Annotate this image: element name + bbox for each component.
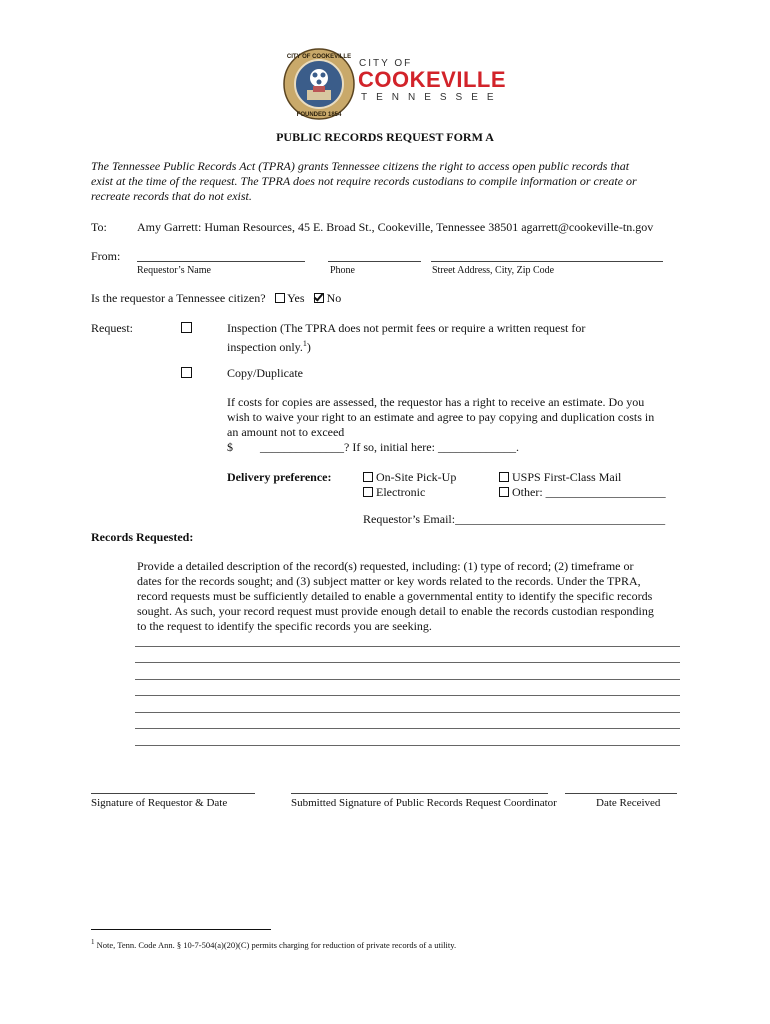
- intro-paragraph: [91, 159, 711, 204]
- requestor-name-caption: Requestor’s Name: [137, 265, 211, 276]
- requestor-name-field[interactable]: [137, 261, 305, 262]
- delivery-option-electronic[interactable]: [363, 485, 425, 500]
- description-line: record requests must be sufficiently detailed to enable a governmental entity to identify the specific records: [137, 589, 653, 603]
- estimate-paragraph: [227, 395, 697, 455]
- estimate-line: wish to waive your right to an estimate and agree to pay copying and duplication costs in: [227, 410, 655, 424]
- description-line: dates for the records sought; and (3) subject matter or key words related to the records. Under the TPRA,: [137, 574, 641, 588]
- period: .: [515, 440, 519, 454]
- records-input-line[interactable]: [135, 728, 680, 729]
- from-label: From:: [91, 249, 121, 263]
- coordinator-signature-caption: Submitted Signature of Public Records Request Coordinator: [291, 797, 557, 809]
- footnote-number: 1: [91, 938, 95, 946]
- other-checkbox[interactable]: [499, 487, 509, 497]
- usps-checkbox[interactable]: [499, 472, 509, 482]
- logo-state: TENNESSEE: [361, 92, 503, 103]
- requestor-signature-field[interactable]: [91, 793, 255, 794]
- to-label: To:: [91, 220, 107, 234]
- intro-line: The Tennessee Public Records Act (TPRA) grants Tennessee citizens the right to access open public records that: [91, 159, 630, 173]
- citizen-row: [91, 291, 341, 306]
- records-input-line[interactable]: [135, 662, 680, 663]
- date-received-field[interactable]: [565, 793, 677, 794]
- records-input-line[interactable]: [135, 695, 680, 696]
- inspection-checkbox[interactable]: [181, 322, 192, 333]
- records-input-line[interactable]: [135, 745, 680, 746]
- intro-line: recreate records that do not exist.: [91, 189, 252, 203]
- estimate-line: If costs for copies are assessed, the requestor has a right to receive an estimate. Do you: [227, 395, 645, 409]
- phone-field[interactable]: [328, 261, 421, 262]
- requestor-signature-caption: Signature of Requestor & Date: [91, 797, 228, 809]
- pickup-checkbox[interactable]: [363, 472, 373, 482]
- svg-text:FOUNDED 1854: FOUNDED 1854: [296, 112, 342, 118]
- records-input-line[interactable]: [135, 646, 680, 647]
- copy-label: Copy/Duplicate: [227, 366, 303, 380]
- form-title: PUBLIC RECORDS REQUEST FORM A: [276, 130, 494, 144]
- footnote: [91, 937, 456, 951]
- dollar-sign: $: [227, 440, 233, 454]
- delivery-option-usps[interactable]: [499, 470, 621, 485]
- records-input-line[interactable]: [135, 679, 680, 680]
- usps-label: USPS First-Class Mail: [512, 470, 622, 484]
- description-line: sought. As such, your record request must provide enough detail to enable the records custodian responding: [137, 604, 654, 618]
- inspection-line-end: inspection only.: [227, 340, 303, 354]
- to-value: Amy Garrett: Human Resources, 45 E. Broad St., Cookeville, Tennessee 38501 agarrett@cookeville-tn.gov: [137, 220, 654, 234]
- estimate-amount-row: [227, 440, 697, 455]
- city-seal-icon: [283, 48, 355, 120]
- records-heading: Records Requested:: [91, 530, 194, 544]
- description-line: Provide a detailed description of the record(s) requested, including: (1) type of record; (2) timeframe or: [137, 559, 634, 573]
- footnote-text: Note, Tenn. Code Ann. § 10-7-504(a)(20)(C) permits charging for reduction of private records of a utility.: [96, 939, 457, 950]
- inspection-line: Inspection (The TPRA does not permit fees or require a written request for: [227, 321, 586, 335]
- email-row: [363, 512, 665, 527]
- citizen-question: Is the requestor a Tennessee citizen?: [91, 291, 266, 305]
- initial-text: ? If so, initial here:: [344, 440, 435, 454]
- footnote-separator: [91, 929, 271, 930]
- delivery-option-pickup[interactable]: [363, 470, 456, 485]
- phone-caption: Phone: [330, 265, 355, 276]
- address-caption: Street Address, City, Zip Code: [432, 265, 555, 276]
- intro-line: exist at the time of the request. The TPRA does not require records custodians to compile information or create or: [91, 174, 637, 188]
- delivery-option-other[interactable]: [499, 485, 666, 500]
- records-input-line[interactable]: [135, 712, 680, 713]
- svg-text:CITY OF COOKEVILLE: CITY OF COOKEVILLE: [286, 54, 352, 60]
- initial-field[interactable]: _____________: [437, 440, 516, 454]
- logo-city-name: COOKEVILLE: [358, 67, 507, 92]
- citizen-yes-label: Yes: [287, 291, 305, 305]
- estimate-line: an amount not to exceed: [227, 425, 345, 439]
- logo-city-of: CITY OF: [359, 58, 413, 69]
- coordinator-signature-field[interactable]: [291, 793, 548, 794]
- electronic-label: Electronic: [376, 485, 426, 499]
- request-label: Request:: [91, 321, 133, 335]
- pickup-label: On-Site Pick-Up: [376, 470, 457, 484]
- citizen-no-checkbox[interactable]: [314, 293, 324, 303]
- delivery-label: Delivery preference:: [227, 470, 332, 484]
- email-field[interactable]: ___________________________________: [455, 512, 666, 526]
- other-field[interactable]: ____________________: [545, 485, 666, 499]
- footnote-ref: 1: [302, 339, 307, 348]
- inspection-close: ): [306, 340, 311, 354]
- date-received-caption: Date Received: [596, 797, 661, 809]
- records-description: [137, 559, 697, 634]
- inspection-line: [227, 336, 687, 355]
- electronic-checkbox[interactable]: [363, 487, 373, 497]
- inspection-text: [227, 321, 687, 355]
- citizen-yes-checkbox[interactable]: [275, 293, 285, 303]
- email-label: Requestor’s Email:: [363, 512, 456, 526]
- copy-checkbox[interactable]: [181, 367, 192, 378]
- citizen-no-label: No: [326, 291, 342, 305]
- city-logo: [283, 48, 507, 120]
- amount-field[interactable]: ______________: [260, 440, 344, 454]
- other-label: Other:: [512, 485, 543, 499]
- address-field[interactable]: [431, 261, 663, 262]
- description-line: to the request to identify the specific records you are seeking.: [137, 619, 432, 633]
